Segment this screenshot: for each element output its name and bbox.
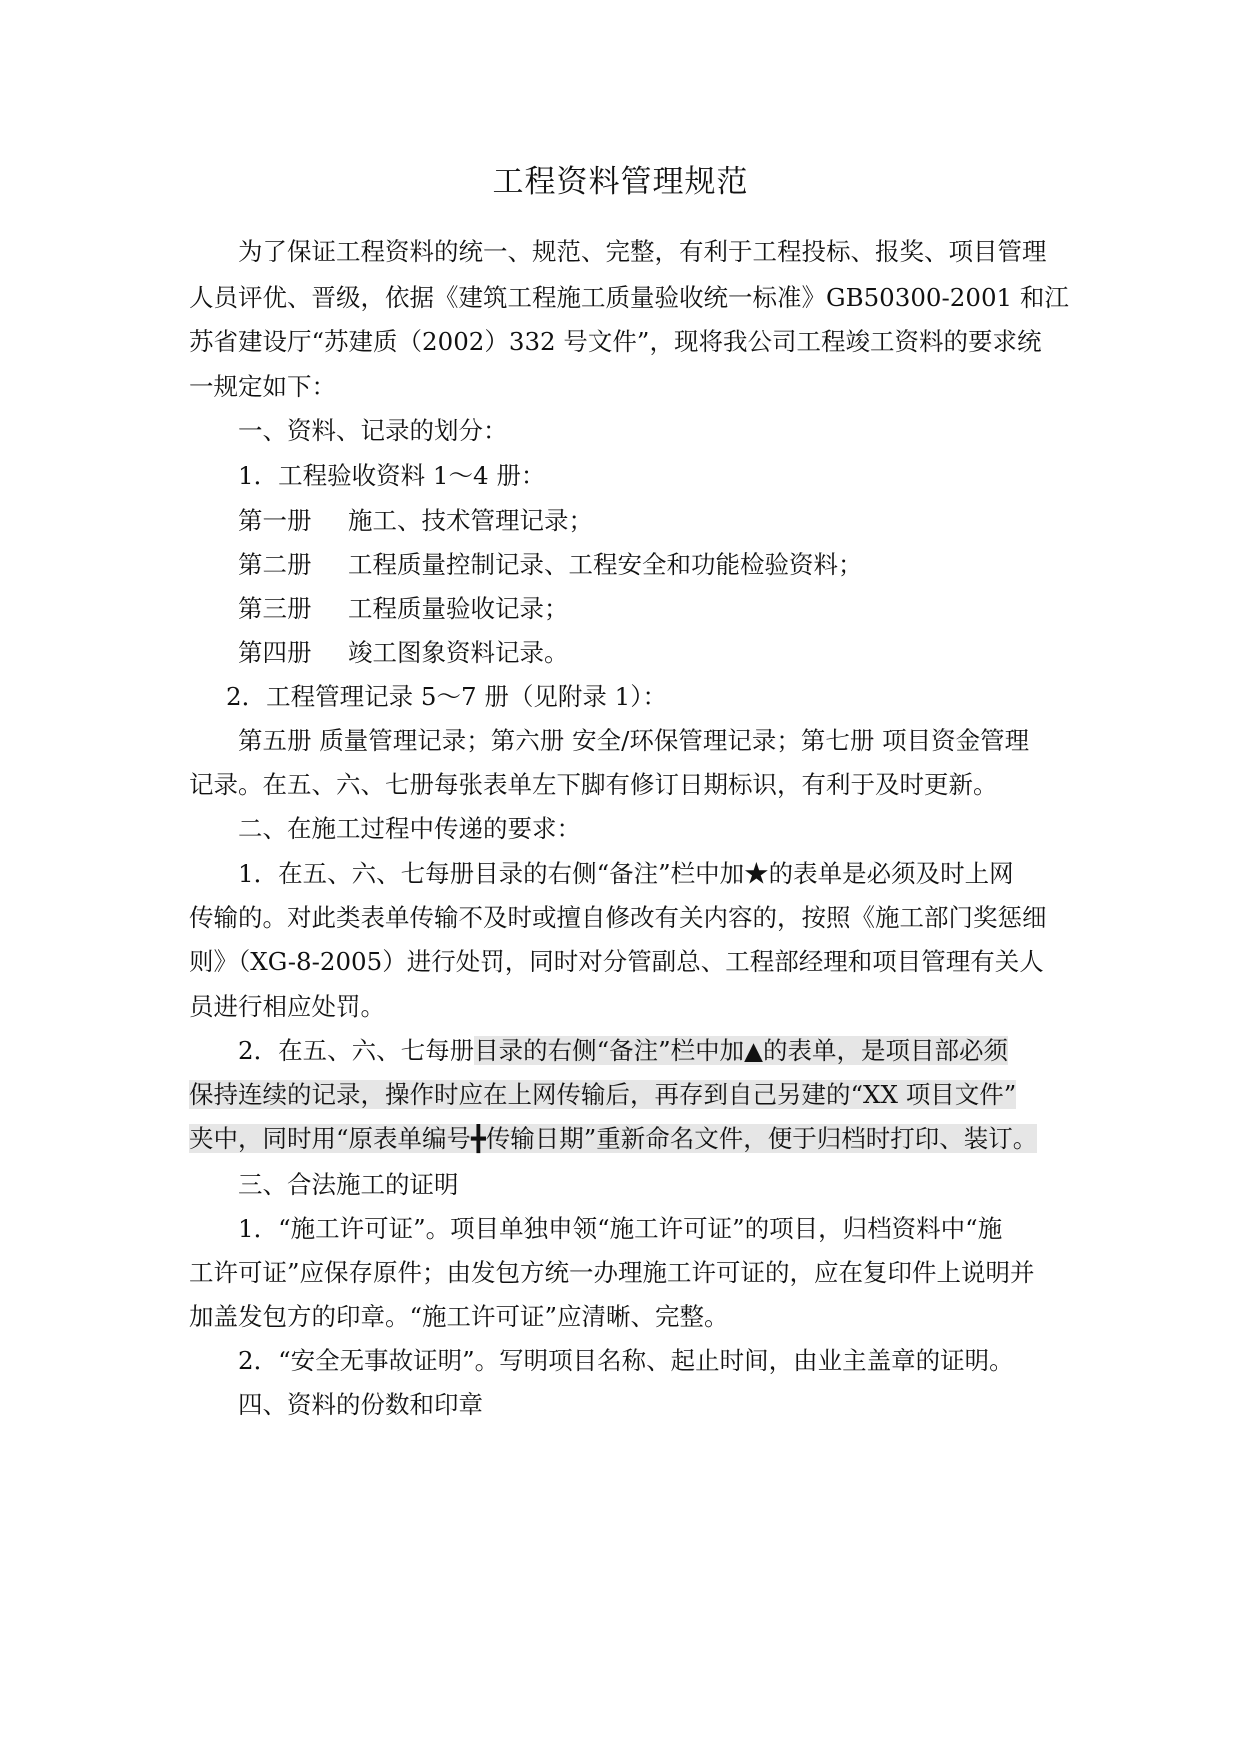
section1-heading: 一、资料、记录的划分： [238,416,508,445]
section1-item1: 1．工程验收资料 1～4 册： [238,461,546,490]
section2-item2-line-3 [189,1122,1037,1156]
section2-item1-line-3: 则》（XG-8-2005）进行处罚，同时对分管副总、工程部经理和项目管理有关人 [189,947,1044,976]
section1-item2-line-2: 记录。在五、六、七册每张表单左下脚有修订日期标识，有利于及时更新。 [189,770,998,799]
section4-heading: 四、资料的份数和印章 [238,1390,483,1419]
volume-name: 第一册 [238,506,312,535]
intro-line-2: 人员评优、晋级，依据《建筑工程施工质量验收统一标准》GB50300-2001 和江 [189,283,1069,312]
intro-line-1: 为了保证工程资料的统一、规范、完整，有利于工程投标、报奖、项目管理 [238,237,1047,266]
volume-row [238,548,863,582]
volume-desc: 工程质量控制记录、工程安全和功能检验资料； [348,550,863,579]
section3-item2: 2．“安全无事故证明”。写明项目名称、起止时间，由业主盖章的证明。 [238,1346,1014,1375]
section2-item1-line-1: 1．在五、六、七每册目录的右侧“备注”栏中加★的表单是必须及时上网 [238,859,1014,888]
volume-row [238,636,569,670]
volume-row [238,592,569,626]
document-title: 工程资料管理规范 [492,164,749,200]
section2-heading: 二、在施工过程中传递的要求： [238,814,581,843]
highlighted-text: 保持连续的记录，操作时应在上网传输后，再存到自己另建的“XX 项目文件” [189,1080,1017,1109]
section2-item1-line-2: 传输的。对此类表单传输不及时或擅自修改有关内容的，按照《施工部门奖惩细 [189,903,1047,932]
section3-item1-line-2: 工许可证”应保存原件；由发包方统一办理施工许可证的，应在复印件上说明并 [189,1258,1035,1287]
highlighted-text: 目录的右侧“备注”栏中加▲的表单，是项目部必须 [474,1036,1008,1065]
section2-item2-line-1 [238,1034,1008,1068]
section3-item1-line-3: 加盖发包方的印章。“施工许可证”应清晰、完整。 [189,1302,729,1331]
volume-name: 第二册 [238,550,312,579]
volume-row [238,504,593,538]
section3-item1-line-1: 1．“施工许可证”。项目单独申领“施工许可证”的项目，归档资料中“施 [238,1214,1003,1243]
section3-heading: 三、合法施工的证明 [238,1170,459,1199]
section2-item1-line-4: 员进行相应处罚。 [189,992,385,1021]
section1-item2-line-1: 第五册 质量管理记录；第六册 安全/环保管理记录；第七册 项目资金管理 [238,726,1030,755]
section2-item2-plain: 2．在五、六、七每册 [238,1036,475,1065]
volume-desc: 工程质量验收记录； [348,594,569,623]
section2-item2-line-2 [189,1078,1016,1112]
volume-desc: 竣工图象资料记录。 [348,638,569,667]
intro-line-4: 一规定如下： [189,372,336,401]
volume-desc: 施工、技术管理记录； [348,506,593,535]
highlighted-text: 夹中，同时用“原表单编号╋传输日期”重新命名文件，便于归档时打印、装订。 [189,1124,1038,1153]
volume-name: 第三册 [238,594,312,623]
section1-item2: 2．工程管理记录 5～7 册（见附录 1）： [226,682,667,711]
volume-name: 第四册 [238,638,312,667]
intro-line-3: 苏省建设厅“苏建质（2002）332 号文件”，现将我公司工程竣工资料的要求统 [189,327,1042,356]
